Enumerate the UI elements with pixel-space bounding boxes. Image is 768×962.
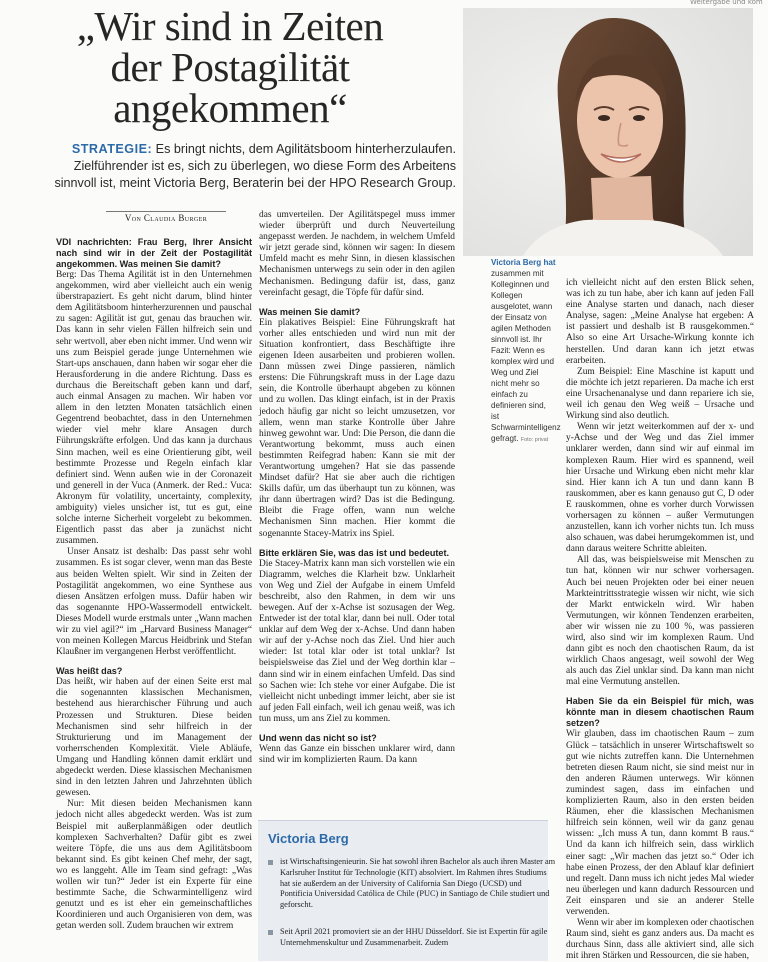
bio-box-item-text: Seit April 2021 promoviert sie an der HHU Düsseldorf. Sie ist Expertin für agile Unternehmenskultur und Zusammenarbeit. Zudem: [280, 927, 548, 947]
interview-question: Haben Sie da ein Beispiel für mich, was könnte man in diesem chaotischen Raum setzen?: [566, 696, 754, 729]
photo-caption: [491, 257, 561, 446]
bio-box-title: Victoria Berg: [268, 831, 349, 846]
interview-question: Und wenn das nicht so ist?: [259, 733, 377, 744]
bio-box: [258, 820, 556, 961]
bullet-square-icon: [268, 930, 273, 935]
bio-box-item: [268, 927, 556, 949]
bio-box-item-text: ist Wirtschaftsingenieurin. Sie hat sowohl ihren Bachelor als auch ihren Master am Karlsruher Institut für Technologie (KIT) absolviert. Im Rahmen ihres Studiums hat sie außerdem an der University of California San Diego (UCSD) und Pontificia Universidad Católica de Chile (PUC) in Santiago de Chile studiert und geforscht.: [280, 857, 556, 910]
teaser-text: Es bringt nichts, dem Agilitätsboom hinterherzulaufen. Zielführender ist es, sich zu überlegen, wo diese Form des Arbeitens sinnvoll ist, meint Victoria Berg, Beraterin bei der HPO Research Group.: [54, 142, 456, 190]
article-paragraph: Wenn wir aber im komplexen oder chaotischen Raum sind, sieht es ganz anders aus. Da macht es durchaus Sinn, dass alle aktiviert sind, alle sich mit ihren Stärken und Ressourcen, die sie haben,: [566, 918, 754, 962]
article-paragraph: Wenn wir jetzt weiterkommen auf der x- und y-Achse und der Weg und das Ziel immer unklarer werden, dann sind wir auf einmal im komplexen Raum. Hier wird es spannend, weil hier Ursache und Wirkung eben nicht mehr klar sind. Hier kann ich A tun und dann kann B rauskommen, aber es kann genauso gut C, D oder E rauskommen, ohne es vorher durch Vorwissen vorhersagen zu können – außer Vermutungen anzustellen, kann ich vorher nichts tun. Ich muss also schauen, was dabei herumgekommen ist, und dann daraus weitere Schritte ableiten.: [566, 422, 754, 555]
watermark: Weitergabe und kom: [690, 0, 763, 6]
article-paragraph: Das heißt, wir haben auf der einen Seite erst mal die sogenannten klassischen Mechanismen, bestehend aus hierarchischer Führung und auch Prozessen und Strukturen. Diese beiden Mechanismen sind sehr hilfreich in der Strukturierung und im Management der vorherrschenden Komplexität. Viele Abläufe, Umgang und Handling können damit erklärt und abgedeckt werden. Diese klassischen Mechanismen sind in den letzten Jahren und Jahrzehnten üblich gewesen.: [56, 677, 252, 799]
article-paragraph: Berg: Das Thema Agilität ist in den Unternehmen angekommen, wird aber vielleicht auch ein wenig überstrapaziert. Es geht nicht darum, blind hinter dem Agilitätsboom hinterherzurennen und pauschal zu sagen: Agilität ist gut, genau das brauchen wir. Das kann in sehr vielen Fällen hilfreich sein und sehr wertvoll, aber eben nicht immer. Und wenn wir uns zum Beispiel gerade junge Unternehmen wie Start-ups anschauen, dann haben wir sogar eher die Herausforderung in die andere Richtung. Dass es durchaus die Bereitschaft geben kann und darf, auch einmal Ansagen zu machen. Wir haben vor allem in den letzten Monaten tatsächlich einen Gegentrend beobachtet, dass in den Unternehmen wieder viel mehr klare Ansagen durch Führungskräfte erfolgen. Und das kann ja durchaus Sinn machen, weil es eine Orientierung gibt, weil bestimmte Prozesse und Regeln einfach klar definiert sind. Wenn außen wie in der Coronazeit und generell in der Vuca (Anmerk. der Red.: Vuca: Akronym für volatility, uncertainty, complexity, ambiguity) vieles unsicher ist, tut es gut, eine solche interne Sicherheit vorgelebt zu bekommen. Eigentlich passt das aber ja zunächst nicht zusammen.: [56, 270, 252, 547]
portrait-photo: [463, 8, 753, 256]
portrait-photo-image: [463, 8, 753, 256]
caption-text: zusammen mit Kolleginnen und Kollegen ausgelotet, wann der Einsatz von agilen Methoden sinnvoll ist. Ihr Fazit: Wenn es komplex wird und Weg und Ziel nicht mehr so einfach zu definieren sind, ist Schwarmintelligenz gefragt.: [491, 269, 561, 443]
teaser-keyword: STRATEGIE:: [71, 142, 153, 156]
caption-name: Victoria Berg hat: [491, 258, 556, 267]
interview-question: VDI nachrichten: Frau Berg, Ihrer Ansicht nach sind wir in der Zeit der Postagilität angekommen. Was meinen Sie damit?: [56, 237, 252, 269]
article-paragraph: Nur: Mit diesen beiden Mechanismen kann jedoch nicht alles abgedeckt werden. Was ist zum Beispiel mit außerplanmäßigen oder deutlich komplexen Sachverhalten? Dafür gibt es zwei weitere Töpfe, die uns aus dem Agilitätsboom bekannt sind. Es gibt keinen Chef mehr, der sagt, wo es langgeht. Alle im Team sind gefragt: „Was wollen wir tun?“ Jeder ist ein Experte für eine bestimmte Sache, die Schwarmintelligenz wird genutzt und es ist eher ein gemeinschaftliches Koordinieren und auch Organisieren von dem, was getan werden soll. Zudem brauchen wir extrem: [56, 799, 252, 932]
byline-rule: [106, 211, 226, 212]
article-paragraph: Ein plakatives Beispiel: Eine Führungskraft hat vorher alles entschieden und wird nun mit der Situation konfrontiert, dass Beschäftigte ihre eigenen Ideen ausarbeiten und probieren wollen. Dann müssen zwei Dinge passieren, nämlich erstens: Die Führungskraft muss in der Lage dazu sein, die Kontrolle überhaupt abgeben zu können und zu wollen. Das klingt einfach, ist in der Praxis jedoch häufig gar nicht so leicht umzusetzen, vor allem, wenn man starke Kontrolle über Jahre hinweg gewohnt war. Und: Die Person, die dann die Verantwortung bekommt, muss auch einen bestimmten Reifegrad haben: Kann sie mit der Verantwortung umgehen? Hat sie das passende Mindset dafür? Hat sie aber auch die richtigen Skills dafür, um das überhaupt tun zu können, was ihr dann übertragen wird? Das ist die Bedingung. Bleibt die Frage offen, wann nun welche Mechanismen Sinn machen. Hier kommt die sogenannte Stacey-Matrix ins Spiel.: [259, 317, 455, 539]
article-column-3: [566, 278, 754, 962]
headline-line: der Postagilität: [110, 44, 350, 90]
article-column-2: [259, 210, 455, 766]
bio-box-item: [268, 857, 556, 911]
interview-question: Was meinen Sie damit?: [259, 306, 361, 317]
headline-line: angekommen“: [113, 85, 347, 131]
article-paragraph: Die Stacey-Matrix kann man sich vorstellen wie ein Diagramm, welches die Klarheit bzw. Unklarheit von Weg und Ziel der Aufgabe in einem Umfeld beschreibt, also den Rahmen, in dem wir uns bewegen. Auf der x-Achse ist sozusagen der Weg. Entweder ist der total klar, dann bei null. Oder total unklar auf dem Weg der x-Achse. Und dann haben wir auf der y-Achse noch das Ziel. Und hier auch wieder: Ist total klar oder ist total unklar? Ist beispielsweise das Ziel und der Weg dorthin klar – dann sind wir in einem einfachen Umfeld. Das sind so Sachen wie: Ich stehe vor einer Aufgabe. Die ist vielleicht nicht unbedingt immer leicht, aber sie ist auf jeden Fall einfach, weil ich genau weiß, was ich tun muss, um ans Ziel zu kommen.: [259, 558, 455, 724]
article-paragraph: All das, was beispielsweise mit Menschen zu tun hat, können wir nur schwer vorhersagen. Auch bei neuen Projekten oder bei einer neuen Markteintrittsstrategie wissen wir nicht, wie sich der Markt entwickeln wird. Wir haben Vermutungen, wir können Tendenzen erarbeiten, aber wir wissen nie zu 100 %, was passieren wird, also sind wir im komplexen Raum. Und dann gibt es noch den chaotischen Raum, da ist wirklich Chaos angesagt, weil sowohl der Weg als auch das Ziel unklar sind. Da kann man nicht mal eine Vermutung anstellen.: [566, 555, 754, 688]
bullet-square-icon: [268, 860, 273, 865]
article-column-1: [56, 237, 252, 932]
interview-question: Was heißt das?: [56, 666, 123, 677]
article-paragraph: Zum Beispiel: Eine Maschine ist kaputt und die möchte ich jetzt reparieren. Da mache ich erst eine Ursachenanalyse und dann repariere ich sie, weil ich genau den Weg weiß – Ursache und Wirkung sind also deutlich.: [566, 366, 754, 422]
byline-text: Von Claudia Burger: [124, 213, 208, 223]
article-paragraph: das umverteilen. Der Agilitätspegel muss immer wieder überprüft und durch Neuverteilung angepasst werden. Je nachdem, in welchem Umfeld wir jetzt gerade sind, können wir sagen: In diesem Umfeld macht es mehr Sinn, in diesen klassischen Mechanismen unterwegs zu sein oder in den agilen Mechanismen. Bedingung dafür ist, dass, ganz vereinfacht gesagt, die Töpfe für dafür sind.: [259, 210, 455, 298]
headline-line: „Wir sind in Zeiten: [76, 3, 384, 49]
interview-question: Bitte erklären Sie, was das ist und bedeutet.: [259, 547, 450, 558]
headline: [0, 3, 460, 131]
byline: [106, 211, 226, 223]
article-paragraph: Wir glauben, dass im chaotischen Raum – zum Glück – tatsächlich in unserer Wirtschaftswelt so gut wie nichts zutreffen kann. Die Unternehmen betreten diesen Raum nicht, sie sind meist nur in den anderen Räumen unterwegs. Wir können zumindest sagen, dass im einfachen und komplizierten Raum, also in den ersten beiden Räumen, eher die klassischen Mechanismen hilfreich sein können, weil wir da ganz genau wissen: „Ich muss A tun, dann kommt B raus.“ Und da kann ich hilfreich sein, dass wirklich einer sagt: „Wir machen das jetzt so.“ Oder ich habe einen Prozess, der den Ablauf klar definiert und regelt. Dann muss ich nicht jedes Mal wieder neu überlegen und kann dadurch Ressourcen und Zeit einsparen und sie an anderer Stelle verwenden.: [566, 729, 754, 917]
teaser: [54, 141, 456, 192]
caption-credit: Foto: privat: [520, 437, 549, 443]
article-paragraph: ich vielleicht nicht auf den ersten Blick sehen, was ich zu tun habe, aber ich kann auf jeden Fall eine Analyse starten und danach, nach dieser Analyse, sagen: „Meine Analyse hat ergeben: A ist passiert und deshalb ist B rausgekommen.“ Also so eine Art Ursache-Wirkung konnte ich herstellen. Und daran kann ich jetzt etwas erarbeiten.: [566, 278, 754, 366]
article-paragraph: Wenn das Ganze ein bisschen unklarer wird, dann sind wir im komplizierten Raum. Da kann: [259, 744, 455, 766]
article-paragraph: Unser Ansatz ist deshalb: Das passt sehr wohl zusammen. Es ist sogar clever, wenn man das Beste aus beiden Welten spielt. Wir sind in Zeiten der Postagilität angekommen, wo eine Synthese aus diesen Ansätzen erfolgen muss. Dafür haben wir das sogenannte HPO-Wassermodell entwickelt. Dieses Modell wurde erstmals unter „Wann machen wir zu viel agil?“ im „Harvard Business Manager“ von meinen Kollegen Marcus Heidbrink und Stefan Klaußner im vergangenen Herbst veröffentlicht.: [56, 547, 252, 658]
